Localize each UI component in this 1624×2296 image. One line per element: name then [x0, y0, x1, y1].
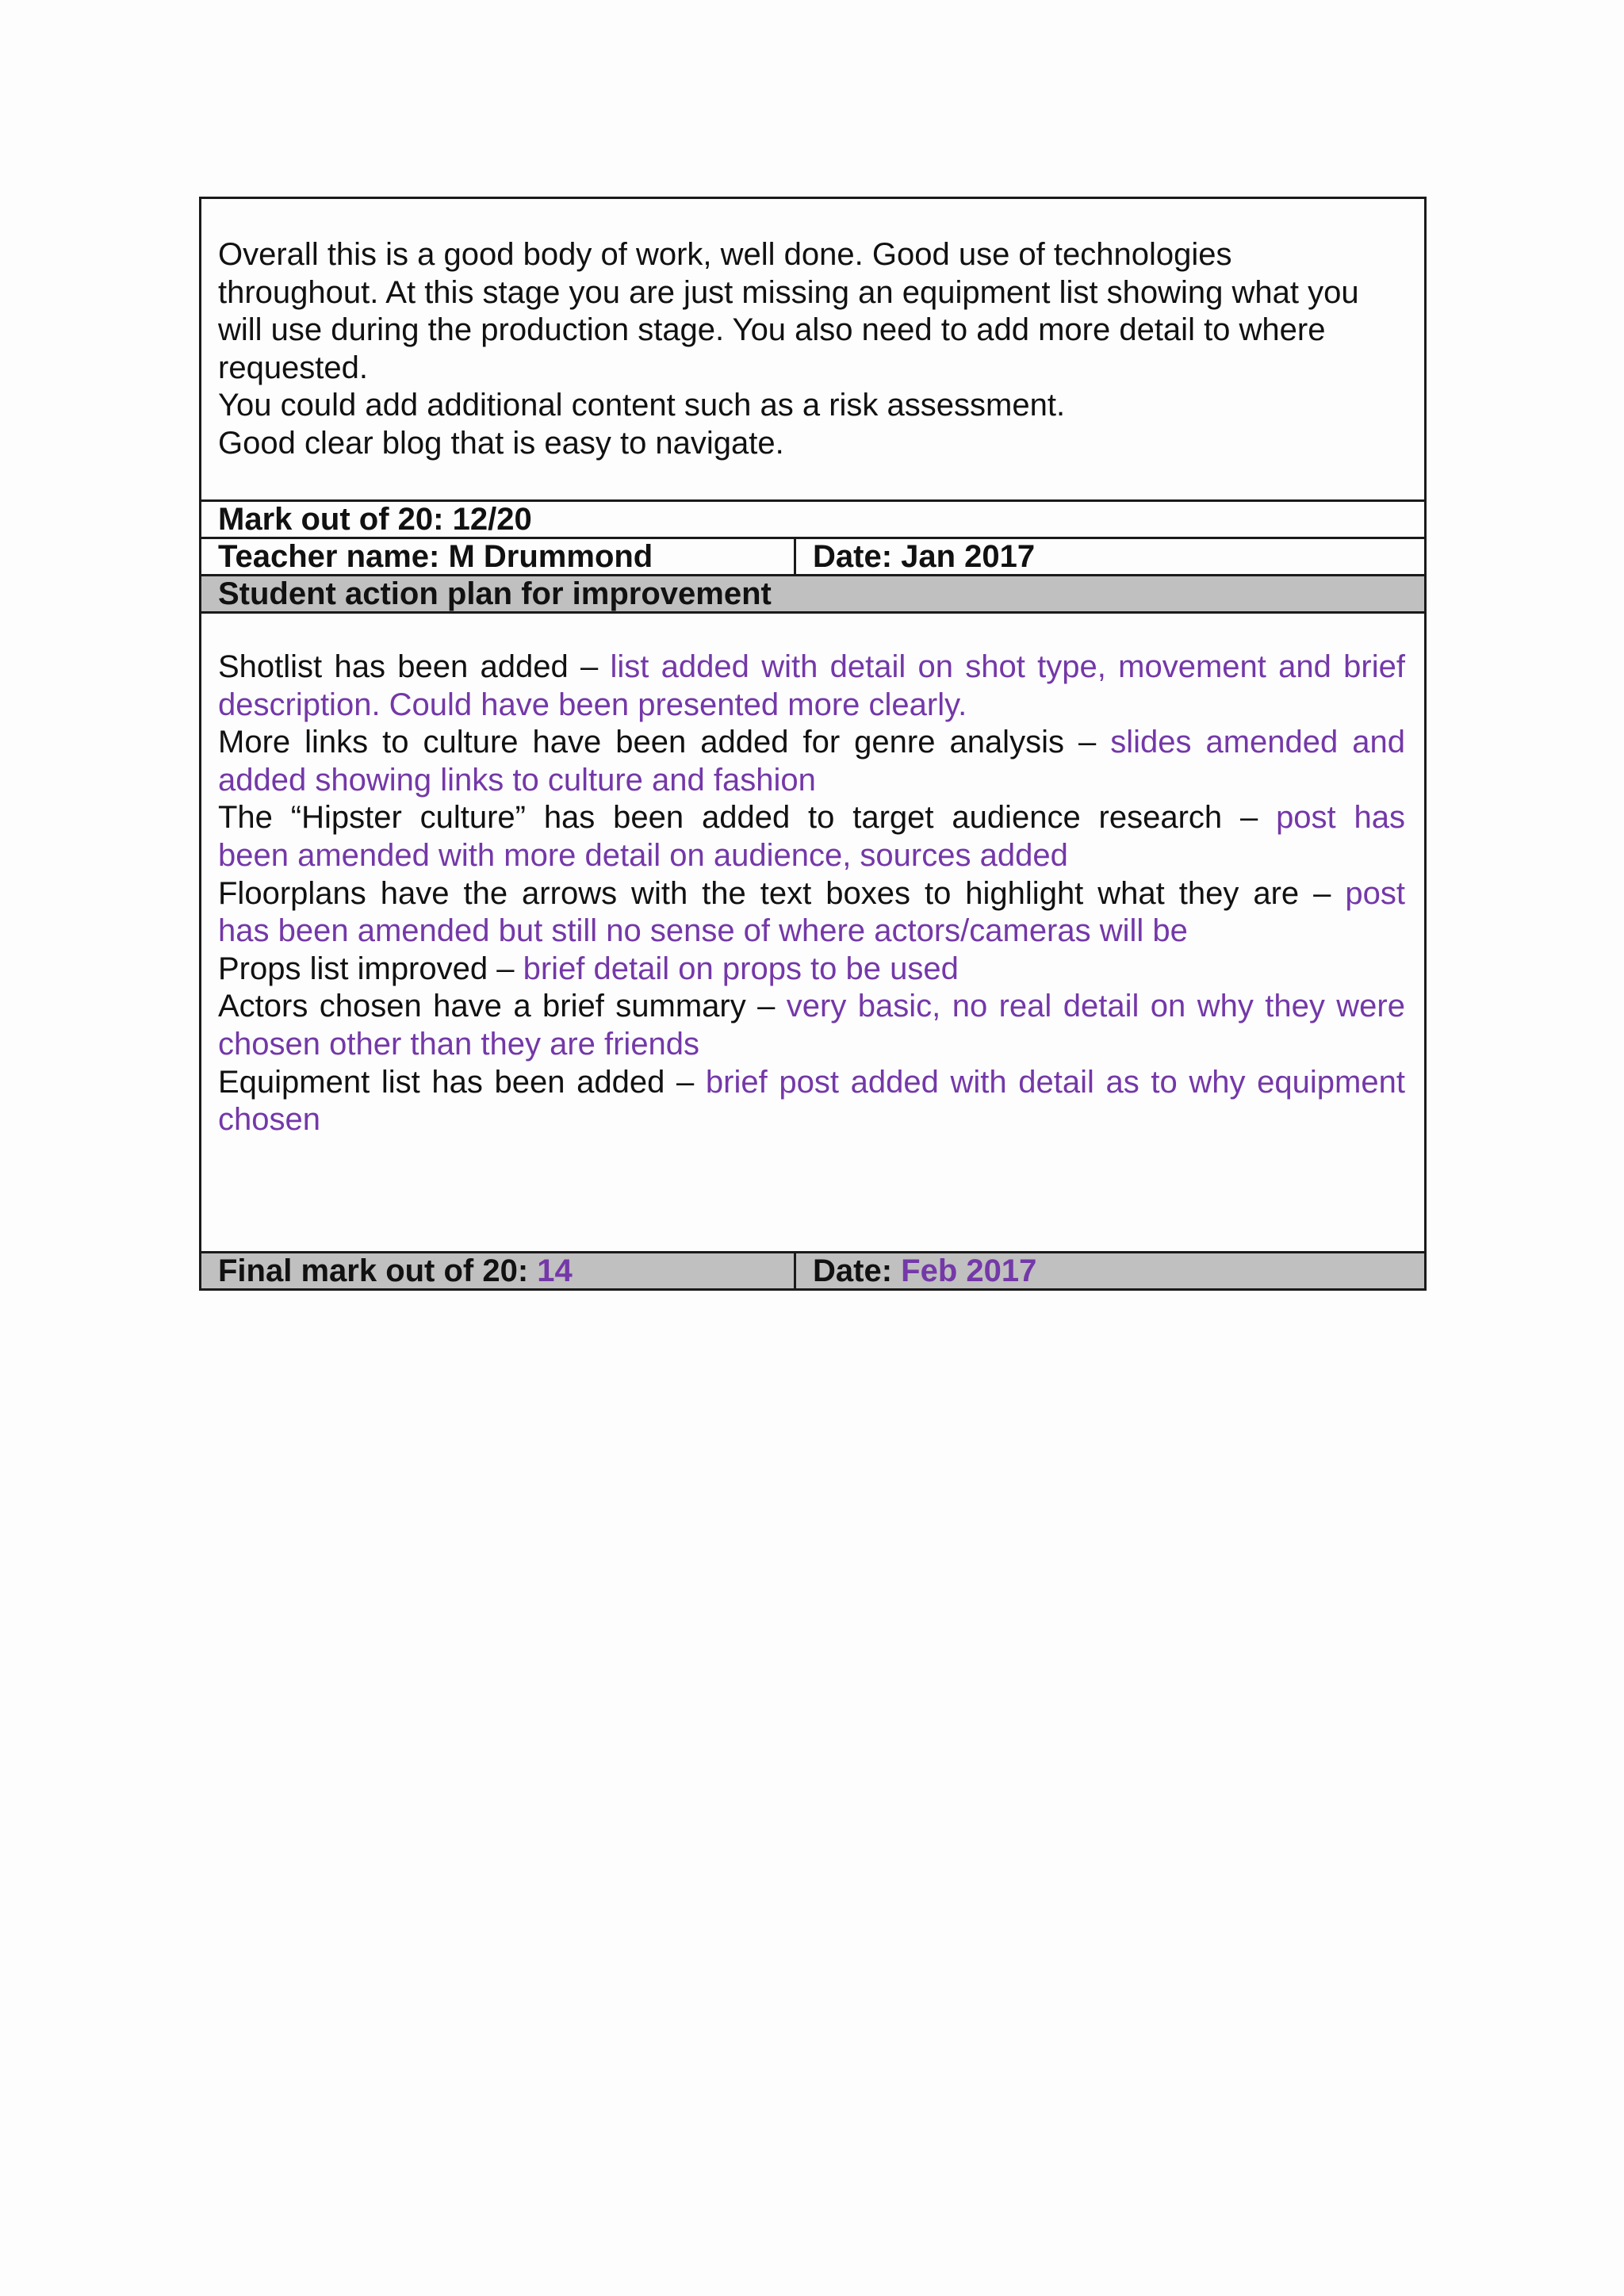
- teacher-name: Teacher name: M Drummond: [201, 538, 795, 576]
- action-item-actors: [218, 988, 1405, 1063]
- teacher-feedback: brief detail on props to be used: [523, 951, 959, 986]
- student-note: More links to culture have been added for genre analysis –: [218, 725, 1097, 760]
- teacher-feedback: slides amended and: [1110, 725, 1405, 760]
- action-item-props: [218, 951, 1405, 989]
- teacher-date: Date: Jan 2017: [795, 538, 1426, 576]
- action-item-culture-links: [218, 724, 1405, 799]
- student-note: Shotlist has been added –: [218, 649, 599, 684]
- teacher-feedback: chosen: [218, 1102, 320, 1138]
- action-item-shotlist: [218, 649, 1405, 724]
- action-plan-body: [201, 613, 1426, 1253]
- comment-line: throughout. At this stage you are just missing an equipment list showing what you: [218, 274, 1359, 310]
- teacher-feedback: chosen other than they are friends: [218, 1026, 700, 1062]
- student-note: The “Hipster culture” has been added to target audience research –: [218, 800, 1258, 836]
- student-note: Actors chosen have a brief summary –: [218, 989, 776, 1024]
- action-plan-heading: Student action plan for improvement: [201, 576, 1426, 613]
- teacher-feedback: list added with detail on shot type, movement and brief: [610, 649, 1405, 684]
- final-mark: [201, 1253, 795, 1290]
- teacher-feedback: been amended with more detail on audience, sources added: [218, 837, 1068, 873]
- teacher-feedback: has been amended but still no sense of where actors/cameras will be: [218, 913, 1188, 949]
- action-item-equipment: [218, 1064, 1405, 1139]
- student-note: Props list improved –: [218, 951, 515, 986]
- comment-line: requested.: [218, 350, 369, 385]
- comment-line: will use during the production stage. You also need to add more detail to where: [218, 312, 1326, 347]
- comment-line: You could add additional content such as a risk assessment.: [218, 388, 1066, 423]
- final-mark-label: Final mark out of 20:: [218, 1253, 529, 1288]
- teacher-feedback: added showing links to culture and fashion: [218, 762, 816, 798]
- action-item-floorplans: [218, 875, 1405, 951]
- student-note: Equipment list has been added –: [218, 1064, 695, 1100]
- final-mark-value: 14: [537, 1253, 573, 1288]
- final-date: [795, 1253, 1426, 1290]
- feedback-table: [199, 197, 1427, 1291]
- student-note: Floorplans have the arrows with the text boxes to highlight what they are –: [218, 875, 1331, 911]
- final-date-label: Date:: [813, 1253, 893, 1288]
- final-date-value: Feb 2017: [901, 1253, 1037, 1288]
- teacher-feedback: post has: [1276, 800, 1405, 836]
- comment-line: Overall this is a good body of work, well done. Good use of technologies: [218, 237, 1232, 272]
- action-item-hipster-culture: [218, 799, 1405, 874]
- teacher-feedback: description. Could have been presented more clearly.: [218, 687, 967, 722]
- teacher-comment-cell: [201, 198, 1426, 501]
- teacher-feedback: very basic, no real detail on why they were: [786, 989, 1405, 1024]
- teacher-feedback: brief post added with detail as to why equipment: [705, 1064, 1405, 1100]
- teacher-feedback: post: [1345, 875, 1406, 911]
- mark-row: Mark out of 20: 12/20: [201, 501, 1426, 538]
- comment-line: Good clear blog that is easy to navigate.: [218, 425, 784, 461]
